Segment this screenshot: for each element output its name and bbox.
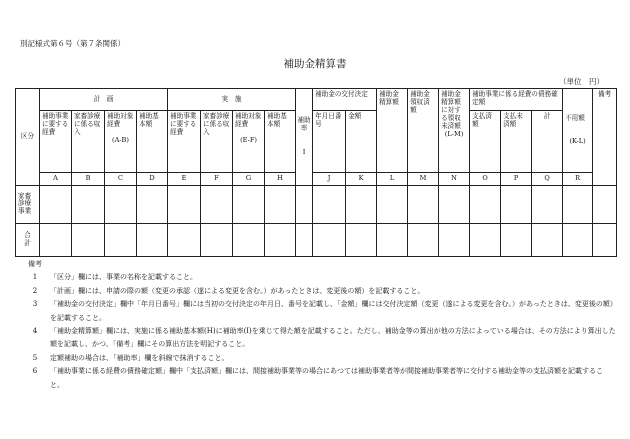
header-plan-income: 家畜診療に係る収入 bbox=[72, 111, 105, 173]
letter-o: O bbox=[470, 173, 501, 186]
header-settled-amount: 補助金精算額 bbox=[377, 89, 408, 173]
header-subsidy-rate: 補助率 I bbox=[296, 89, 313, 186]
header-act-expense: 補助事業に要する経費 bbox=[168, 111, 201, 173]
header-grant-decision: 補助金の交付決定 bbox=[313, 89, 377, 111]
header-paid: 支払済額 bbox=[470, 111, 501, 173]
header-act-target: 補助対象経費 (E-F) bbox=[233, 111, 265, 173]
header-actual: 実 施 bbox=[168, 89, 296, 111]
table-row bbox=[16, 223, 617, 256]
letter-e: E bbox=[168, 173, 201, 186]
document-title: 補助金精算書 bbox=[283, 58, 347, 70]
header-date-number: 年月日番号 bbox=[313, 111, 346, 173]
letter-h: H bbox=[265, 173, 296, 186]
letter-m: M bbox=[408, 173, 439, 186]
letter-d: D bbox=[137, 173, 168, 186]
letter-c: C bbox=[105, 173, 137, 186]
form-reference: 別記様式第６号（第７条関係） bbox=[20, 39, 125, 48]
row-label-livestock: 家畜診療事業 bbox=[16, 185, 40, 223]
header-total: 計 bbox=[532, 111, 563, 173]
header-debt-determined: 補助事業に係る経費の債務確定額 bbox=[470, 89, 563, 111]
note-item: 1 「区分」欄には、事業の名称を記載すること。 bbox=[32, 273, 197, 282]
letter-a: A bbox=[40, 173, 72, 186]
notes-heading: 備考 bbox=[28, 260, 42, 268]
header-unused-amount: 不用額 (K-L) bbox=[563, 89, 593, 173]
header-amount: 金額 bbox=[346, 111, 377, 173]
row-label-total: 合 計 bbox=[16, 223, 40, 256]
letter-g: G bbox=[233, 173, 265, 186]
header-plan-target: 補助対象経費 (A-B) bbox=[105, 111, 137, 173]
letter-l: L bbox=[377, 173, 408, 186]
note-item: 5 定額補助の場合は、「補助率」欄を斜線で抹消すること。 bbox=[32, 353, 229, 362]
header-unreceived-amount: 補助金精算額に対する領収未済額 (L-M) bbox=[439, 89, 470, 173]
letter-q: Q bbox=[532, 173, 563, 186]
header-act-income: 家畜診療に係る収入 bbox=[201, 111, 233, 173]
header-division: 区分 bbox=[16, 89, 40, 186]
settlement-table bbox=[15, 88, 617, 257]
table-row bbox=[16, 185, 617, 223]
letter-n: N bbox=[439, 173, 470, 186]
letter-f: F bbox=[201, 173, 233, 186]
notes-section bbox=[26, 258, 616, 392]
unit-label: （単位 円） bbox=[559, 77, 604, 86]
letter-p: P bbox=[501, 173, 532, 186]
letter-k: K bbox=[346, 173, 377, 186]
note-item: 4 「補助金精算額」欄には、実施に係る補助基本額(H)に補助率(I)を乗じて得た額を記載すること。ただし、補助金等の算出が他の方法によっている場合は、その方法により算出した額を記載し、かつ、「備考」欄にその算出方法を明記すること。 bbox=[32, 327, 616, 349]
note-item: 3 「補助金の交付決定」欄中「年月日番号」欄には当初の交付決定の年月日、番号を記載し、「金額」欄には交付決定額（変更（遂による変更を含む。）があったときは、変更後の額）を記載すること。 bbox=[32, 300, 614, 322]
header-plan: 計 画 bbox=[40, 89, 168, 111]
letter-r: R bbox=[563, 173, 593, 186]
letter-j: J bbox=[313, 173, 346, 186]
note-item: 2 「計画」欄には、申請の際の額（変更の承認（遂による変更を含む。）があったときは、変更後の額）を記載すること。 bbox=[32, 286, 425, 295]
header-act-base: 補助基本額 bbox=[265, 111, 296, 173]
header-remarks: 備考 bbox=[593, 89, 617, 186]
header-unpaid: 支払未済額 bbox=[501, 111, 532, 173]
header-received-amount: 補助金領収済額 bbox=[408, 89, 439, 173]
note-item: 6 「補助事業に係る経費の債務確定額」欄中「支払済額」欄には、間接補助事業等の場合にあつては補助事業者等が間接補助事業者等に交付する補助金等の支払済額を記載すること。 bbox=[32, 367, 603, 389]
header-plan-expense: 補助事業に要する経費 bbox=[40, 111, 72, 173]
letter-b: B bbox=[72, 173, 105, 186]
header-plan-base: 補助基本額 bbox=[137, 111, 168, 173]
